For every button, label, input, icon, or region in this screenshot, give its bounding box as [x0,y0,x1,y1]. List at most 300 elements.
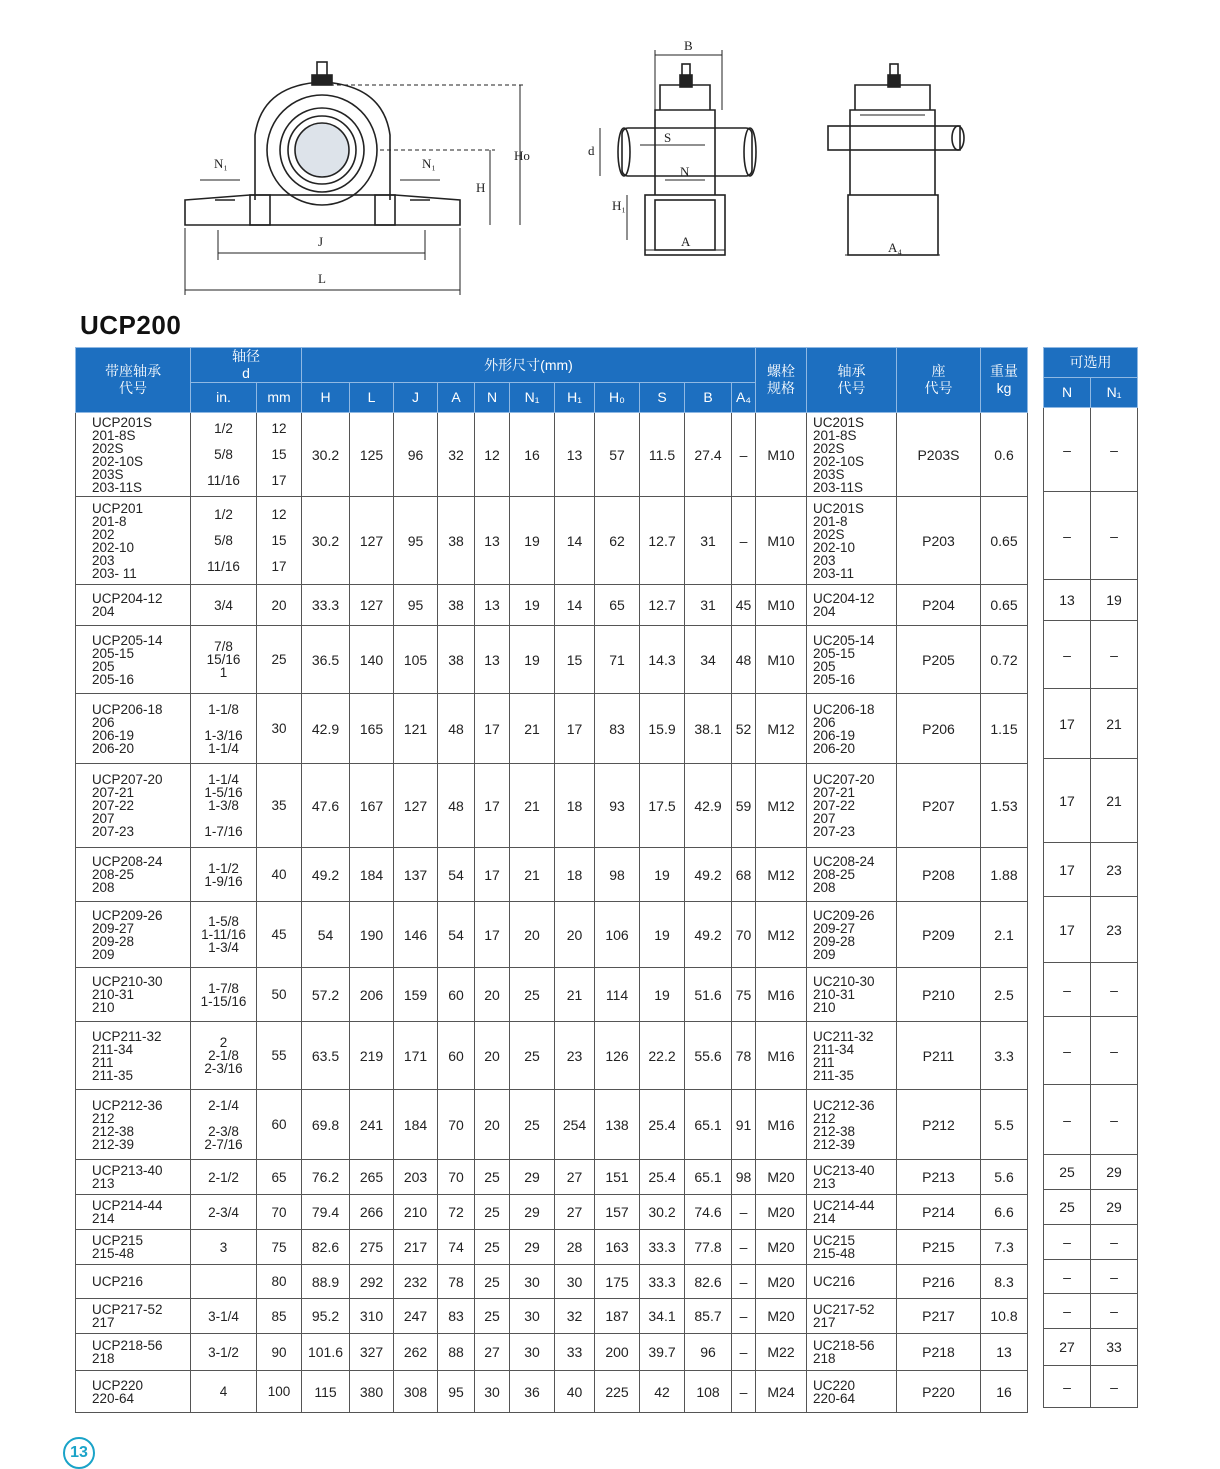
housing-code-cell: P207 [897,764,981,848]
dim-b-cell: 82.6 [685,1265,732,1299]
dim-s-cell: 25.4 [640,1090,685,1160]
label-j: J [318,234,324,249]
dim-h-cell: 36.5 [302,626,350,694]
dim-b-cell: 31 [685,497,732,585]
dim-h1-cell: 14 [555,585,595,626]
dim-s-cell: 15.9 [640,694,685,764]
dim-s-cell: 30.2 [640,1195,685,1230]
dim-h1-cell: 28 [555,1230,595,1265]
dim-h0-cell: 71 [595,626,640,694]
dim-n1-cell: 25 [510,968,555,1022]
dim-n1-cell: 20 [510,902,555,968]
shaft-inch-cell: 3-1/2 [191,1334,257,1371]
unit-code-cell: UCP210-30 210-31 210 [76,968,191,1022]
dim-a4-cell: 70 [732,902,756,968]
dim-a4-cell: – [732,413,756,497]
front-view-drawing [185,62,525,295]
dim-b-cell: 34 [685,626,732,694]
bearing-code-cell: UC201S 201-8S 202S 202-10S 203S 203-11S [807,413,897,497]
optional-n1-cell: 23 [1091,843,1138,897]
dim-a-cell: 72 [438,1195,475,1230]
header-dim-h: H [302,383,350,413]
shaft-inch-cell: 1-7/8 1-15/16 [191,968,257,1022]
bearing-code-cell: UC206-18 206 206-19 206-20 [807,694,897,764]
dim-a4-cell: – [732,1299,756,1334]
dim-j-cell: 121 [394,694,438,764]
dim-h1-cell: 20 [555,902,595,968]
weight-cell: 0.65 [981,585,1028,626]
housing-code-cell: P218 [897,1334,981,1371]
dim-j-cell: 95 [394,585,438,626]
optional-row [1044,1085,1138,1155]
header-dim-j: J [394,383,438,413]
dim-s-cell: 19 [640,902,685,968]
dim-s-cell: 22.2 [640,1022,685,1090]
weight-cell: 0.65 [981,497,1028,585]
dim-h1-cell: 13 [555,413,595,497]
dim-n-cell: 17 [475,902,510,968]
spec-table [75,347,1028,1413]
dim-s-cell: 19 [640,848,685,902]
label-n1-right: N₁ [422,156,436,171]
shaft-inch-cell: 4 [191,1371,257,1413]
dim-h0-cell: 138 [595,1090,640,1160]
table-row [76,1371,1028,1413]
bolt-cell: M10 [756,585,807,626]
optional-n-cell: – [1044,1225,1091,1260]
shaft-mm-cell: 80 [257,1265,302,1299]
optional-row [1044,621,1138,689]
optional-n1-cell: – [1091,1366,1138,1408]
dim-l-cell: 327 [350,1334,394,1371]
bolt-cell: M10 [756,413,807,497]
optional-row [1044,963,1138,1017]
dim-j-cell: 184 [394,1090,438,1160]
dim-h1-cell: 27 [555,1160,595,1195]
dim-l-cell: 310 [350,1299,394,1334]
table-row [76,626,1028,694]
dim-h-cell: 101.6 [302,1334,350,1371]
table-row [76,694,1028,764]
dim-n1-cell: 36 [510,1371,555,1413]
optional-n-cell: 27 [1044,1329,1091,1366]
bearing-code-cell: UC210-30 210-31 210 [807,968,897,1022]
dim-a-cell: 48 [438,764,475,848]
dim-b-cell: 42.9 [685,764,732,848]
bolt-cell: M10 [756,626,807,694]
dim-h1-cell: 40 [555,1371,595,1413]
shaft-inch-cell: 3 [191,1230,257,1265]
unit-code-cell: UCP215 215-48 [76,1230,191,1265]
optional-row [1044,843,1138,897]
dim-h0-cell: 151 [595,1160,640,1195]
table-row [76,968,1028,1022]
shaft-inch-cell: 2-1/4 2-3/8 2-7/16 [191,1090,257,1160]
dim-h0-cell: 98 [595,848,640,902]
weight-cell: 5.5 [981,1090,1028,1160]
weight-cell: 1.88 [981,848,1028,902]
dim-h1-cell: 33 [555,1334,595,1371]
dim-h0-cell: 200 [595,1334,640,1371]
dim-n-cell: 20 [475,1090,510,1160]
dim-h-cell: 57.2 [302,968,350,1022]
label-h1: H₁ [612,198,626,213]
table-row [76,1090,1028,1160]
dim-j-cell: 262 [394,1334,438,1371]
dim-n-cell: 12 [475,413,510,497]
dim-n1-cell: 29 [510,1230,555,1265]
table-row [76,1160,1028,1195]
optional-n-cell: – [1044,492,1091,580]
unit-code-cell: UCP209-26 209-27 209-28 209 [76,902,191,968]
optional-n1-cell: – [1091,1017,1138,1085]
dim-l-cell: 265 [350,1160,394,1195]
dim-a-cell: 38 [438,585,475,626]
dim-h1-cell: 17 [555,694,595,764]
shaft-mm-cell: 12 15 17 [257,413,302,497]
dim-l-cell: 190 [350,902,394,968]
optional-row [1044,759,1138,843]
optional-row [1044,580,1138,621]
dim-j-cell: 96 [394,413,438,497]
dim-n-cell: 20 [475,1022,510,1090]
header-dim-n1: N₁ [510,383,555,413]
unit-code-cell: UCP207-20 207-21 207-22 207 207-23 [76,764,191,848]
header-dim-a4: A₄ [732,383,756,413]
dim-h-cell: 30.2 [302,413,350,497]
shaft-inch-cell: 2 2-1/8 2-3/16 [191,1022,257,1090]
bearing-code-cell: UC212-36 212 212-38 212-39 [807,1090,897,1160]
dim-h-cell: 63.5 [302,1022,350,1090]
optional-n-cell: – [1044,1366,1091,1408]
optional-n1-cell: 29 [1091,1155,1138,1190]
optional-n1-cell: 21 [1091,759,1138,843]
dim-j-cell: 203 [394,1160,438,1195]
dim-h0-cell: 175 [595,1265,640,1299]
optional-row [1044,1190,1138,1225]
bearing-code-cell: UC208-24 208-25 208 [807,848,897,902]
bolt-cell: M12 [756,902,807,968]
dim-a-cell: 88 [438,1334,475,1371]
shaft-mm-cell: 60 [257,1090,302,1160]
optional-n-cell: – [1044,408,1091,492]
table-row [76,497,1028,585]
dim-n1-cell: 30 [510,1265,555,1299]
shaft-inch-cell: 1/2 5/8 11/16 [191,497,257,585]
label-a: A [681,234,691,249]
dim-j-cell: 105 [394,626,438,694]
header-dimensions: 外形尺寸(mm) [302,348,756,383]
dim-b-cell: 31 [685,585,732,626]
housing-code-cell: P220 [897,1371,981,1413]
bolt-cell: M22 [756,1334,807,1371]
dim-j-cell: 171 [394,1022,438,1090]
unit-code-cell: UCP206-18 206 206-19 206-20 [76,694,191,764]
dim-a4-cell: 78 [732,1022,756,1090]
table-row [76,585,1028,626]
optional-n-cell: 25 [1044,1190,1091,1225]
dim-n1-cell: 30 [510,1334,555,1371]
dim-h-cell: 69.8 [302,1090,350,1160]
dim-l-cell: 241 [350,1090,394,1160]
optional-n1-cell: – [1091,408,1138,492]
dim-b-cell: 27.4 [685,413,732,497]
dim-a-cell: 78 [438,1265,475,1299]
optional-n-cell: 17 [1044,843,1091,897]
label-ho: Ho [514,148,530,163]
dim-h0-cell: 157 [595,1195,640,1230]
dim-n-cell: 17 [475,694,510,764]
dim-h-cell: 115 [302,1371,350,1413]
dim-b-cell: 55.6 [685,1022,732,1090]
dim-l-cell: 380 [350,1371,394,1413]
dim-s-cell: 33.3 [640,1230,685,1265]
dim-n1-cell: 29 [510,1160,555,1195]
dim-h0-cell: 62 [595,497,640,585]
dim-h1-cell: 254 [555,1090,595,1160]
header-mm: mm [257,383,302,413]
dim-n1-cell: 25 [510,1022,555,1090]
bearing-code-cell: UC209-26 209-27 209-28 209 [807,902,897,968]
dim-h1-cell: 18 [555,848,595,902]
dim-h1-cell: 15 [555,626,595,694]
dim-b-cell: 49.2 [685,902,732,968]
dim-b-cell: 74.6 [685,1195,732,1230]
dim-h0-cell: 65 [595,585,640,626]
dim-h0-cell: 225 [595,1371,640,1413]
unit-code-cell: UCP211-32 211-34 211 211-35 [76,1022,191,1090]
header-opt-n1: N₁ [1091,378,1138,408]
housing-code-cell: P204 [897,585,981,626]
shaft-inch-cell: 1-1/8 1-3/16 1-1/4 [191,694,257,764]
dim-b-cell: 49.2 [685,848,732,902]
shaft-mm-cell: 75 [257,1230,302,1265]
header-dim-a: A [438,383,475,413]
dim-a4-cell: 75 [732,968,756,1022]
dim-a4-cell: 98 [732,1160,756,1195]
page-number: 13 [63,1437,95,1469]
dim-n-cell: 30 [475,1371,510,1413]
dim-n1-cell: 21 [510,764,555,848]
dim-n-cell: 17 [475,848,510,902]
header-shaft: 轴径 d [191,348,302,383]
side-view-drawing [600,50,756,255]
unit-code-cell: UCP218-56 218 [76,1334,191,1371]
dim-n-cell: 25 [475,1160,510,1195]
dim-a4-cell: 52 [732,694,756,764]
dim-h-cell: 88.9 [302,1265,350,1299]
bearing-code-cell: UC205-14 205-15 205 205-16 [807,626,897,694]
dim-a4-cell: 91 [732,1090,756,1160]
unit-code-cell: UCP214-44 214 [76,1195,191,1230]
dim-l-cell: 184 [350,848,394,902]
header-in: in. [191,383,257,413]
shaft-inch-cell: 3-1/4 [191,1299,257,1334]
optional-n1-cell: – [1091,1260,1138,1294]
optional-row [1044,1294,1138,1329]
bolt-cell: M12 [756,764,807,848]
page-title: UCP200 [80,310,182,340]
shaft-mm-cell: 50 [257,968,302,1022]
dim-n-cell: 25 [475,1230,510,1265]
header-dim-h1: H₁ [555,383,595,413]
shaft-inch-cell: 1-5/8 1-11/16 1-3/4 [191,902,257,968]
weight-cell: 7.3 [981,1230,1028,1265]
optional-n-cell: 17 [1044,759,1091,843]
dim-a-cell: 83 [438,1299,475,1334]
label-s: S [664,130,672,145]
weight-cell: 0.72 [981,626,1028,694]
dim-l-cell: 167 [350,764,394,848]
housing-code-cell: P214 [897,1195,981,1230]
dim-s-cell: 12.7 [640,497,685,585]
dim-h-cell: 49.2 [302,848,350,902]
label-n1-left: N₁ [214,156,228,171]
dim-l-cell: 127 [350,585,394,626]
dim-n-cell: 27 [475,1334,510,1371]
bearing-code-cell: UC214-44 214 [807,1195,897,1230]
bolt-cell: M12 [756,694,807,764]
table-row [76,848,1028,902]
dim-s-cell: 17.5 [640,764,685,848]
header-dim-b: B [685,383,732,413]
unit-code-cell: UCP204-12 204 [76,585,191,626]
label-a4: A₄ [888,240,902,255]
housing-code-cell: P215 [897,1230,981,1265]
dim-h0-cell: 57 [595,413,640,497]
dim-a4-cell: – [732,1371,756,1413]
dim-l-cell: 275 [350,1230,394,1265]
bolt-cell: M10 [756,497,807,585]
table-row [76,764,1028,848]
optional-n1-cell: 29 [1091,1190,1138,1225]
dim-h1-cell: 30 [555,1265,595,1299]
weight-cell: 13 [981,1334,1028,1371]
label-h: H [476,180,486,195]
weight-cell: 1.15 [981,694,1028,764]
optional-n-cell: 17 [1044,897,1091,963]
optional-n-cell: – [1044,1017,1091,1085]
dim-l-cell: 266 [350,1195,394,1230]
optional-n1-cell: – [1091,1085,1138,1155]
shaft-mm-cell: 40 [257,848,302,902]
shaft-mm-cell: 45 [257,902,302,968]
bolt-cell: M20 [756,1265,807,1299]
label-d: d [588,143,595,158]
dim-h0-cell: 114 [595,968,640,1022]
optional-n1-cell: – [1091,621,1138,689]
optional-row [1044,1155,1138,1190]
dim-a-cell: 70 [438,1090,475,1160]
dim-n-cell: 25 [475,1265,510,1299]
table-row [76,1230,1028,1265]
bearing-code-cell: UC215 215-48 [807,1230,897,1265]
label-n: N [680,164,690,179]
weight-cell: 10.8 [981,1299,1028,1334]
dim-n-cell: 13 [475,626,510,694]
optional-row [1044,897,1138,963]
technical-drawings [0,0,1220,310]
housing-code-cell: P213 [897,1160,981,1195]
dim-a4-cell: 68 [732,848,756,902]
bolt-cell: M12 [756,848,807,902]
unit-code-cell: UCP217-52 217 [76,1299,191,1334]
shaft-mm-cell: 65 [257,1160,302,1195]
dim-j-cell: 210 [394,1195,438,1230]
shaft-mm-cell: 90 [257,1334,302,1371]
dim-h-cell: 30.2 [302,497,350,585]
dim-a-cell: 48 [438,694,475,764]
optional-n1-cell: 33 [1091,1329,1138,1366]
optional-n-cell: – [1044,1260,1091,1294]
dim-n1-cell: 16 [510,413,555,497]
dim-h-cell: 33.3 [302,585,350,626]
dim-a-cell: 32 [438,413,475,497]
housing-code-cell: P208 [897,848,981,902]
dim-j-cell: 146 [394,902,438,968]
dim-b-cell: 65.1 [685,1160,732,1195]
dim-b-cell: 38.1 [685,694,732,764]
weight-cell: 2.1 [981,902,1028,968]
shaft-mm-cell: 12 15 17 [257,497,302,585]
dim-n-cell: 20 [475,968,510,1022]
optional-n-cell: – [1044,621,1091,689]
dim-l-cell: 127 [350,497,394,585]
label-l: L [318,271,326,286]
optional-row [1044,408,1138,492]
housing-code-cell: P205 [897,626,981,694]
dim-a-cell: 38 [438,497,475,585]
dim-s-cell: 14.3 [640,626,685,694]
dim-a4-cell: 59 [732,764,756,848]
dim-n-cell: 25 [475,1299,510,1334]
dim-h0-cell: 93 [595,764,640,848]
header-opt-n: N [1044,378,1091,408]
housing-code-cell: P212 [897,1090,981,1160]
bolt-cell: M20 [756,1299,807,1334]
dim-b-cell: 77.8 [685,1230,732,1265]
dim-a-cell: 60 [438,968,475,1022]
bolt-cell: M20 [756,1230,807,1265]
housing-code-cell: P210 [897,968,981,1022]
dim-j-cell: 159 [394,968,438,1022]
dim-h1-cell: 21 [555,968,595,1022]
dim-h-cell: 79.4 [302,1195,350,1230]
dim-n1-cell: 19 [510,626,555,694]
shaft-inch-cell [191,1265,257,1299]
dim-n1-cell: 25 [510,1090,555,1160]
dim-n-cell: 13 [475,585,510,626]
dim-a4-cell: – [732,497,756,585]
weight-cell: 5.6 [981,1160,1028,1195]
shaft-inch-cell: 2-3/4 [191,1195,257,1230]
dim-a4-cell: – [732,1265,756,1299]
dim-l-cell: 140 [350,626,394,694]
optional-n1-cell: – [1091,963,1138,1017]
bearing-code-cell: UC207-20 207-21 207-22 207 207-23 [807,764,897,848]
header-optional: 可选用 [1044,348,1138,378]
header-dim-l: L [350,383,394,413]
bearing-code-cell: UC211-32 211-34 211 211-35 [807,1022,897,1090]
dim-b-cell: 96 [685,1334,732,1371]
dim-n-cell: 13 [475,497,510,585]
dim-b-cell: 65.1 [685,1090,732,1160]
dim-a4-cell: – [732,1230,756,1265]
housing-code-cell: P209 [897,902,981,968]
shaft-mm-cell: 70 [257,1195,302,1230]
dim-l-cell: 219 [350,1022,394,1090]
bearing-code-cell: UC204-12 204 [807,585,897,626]
